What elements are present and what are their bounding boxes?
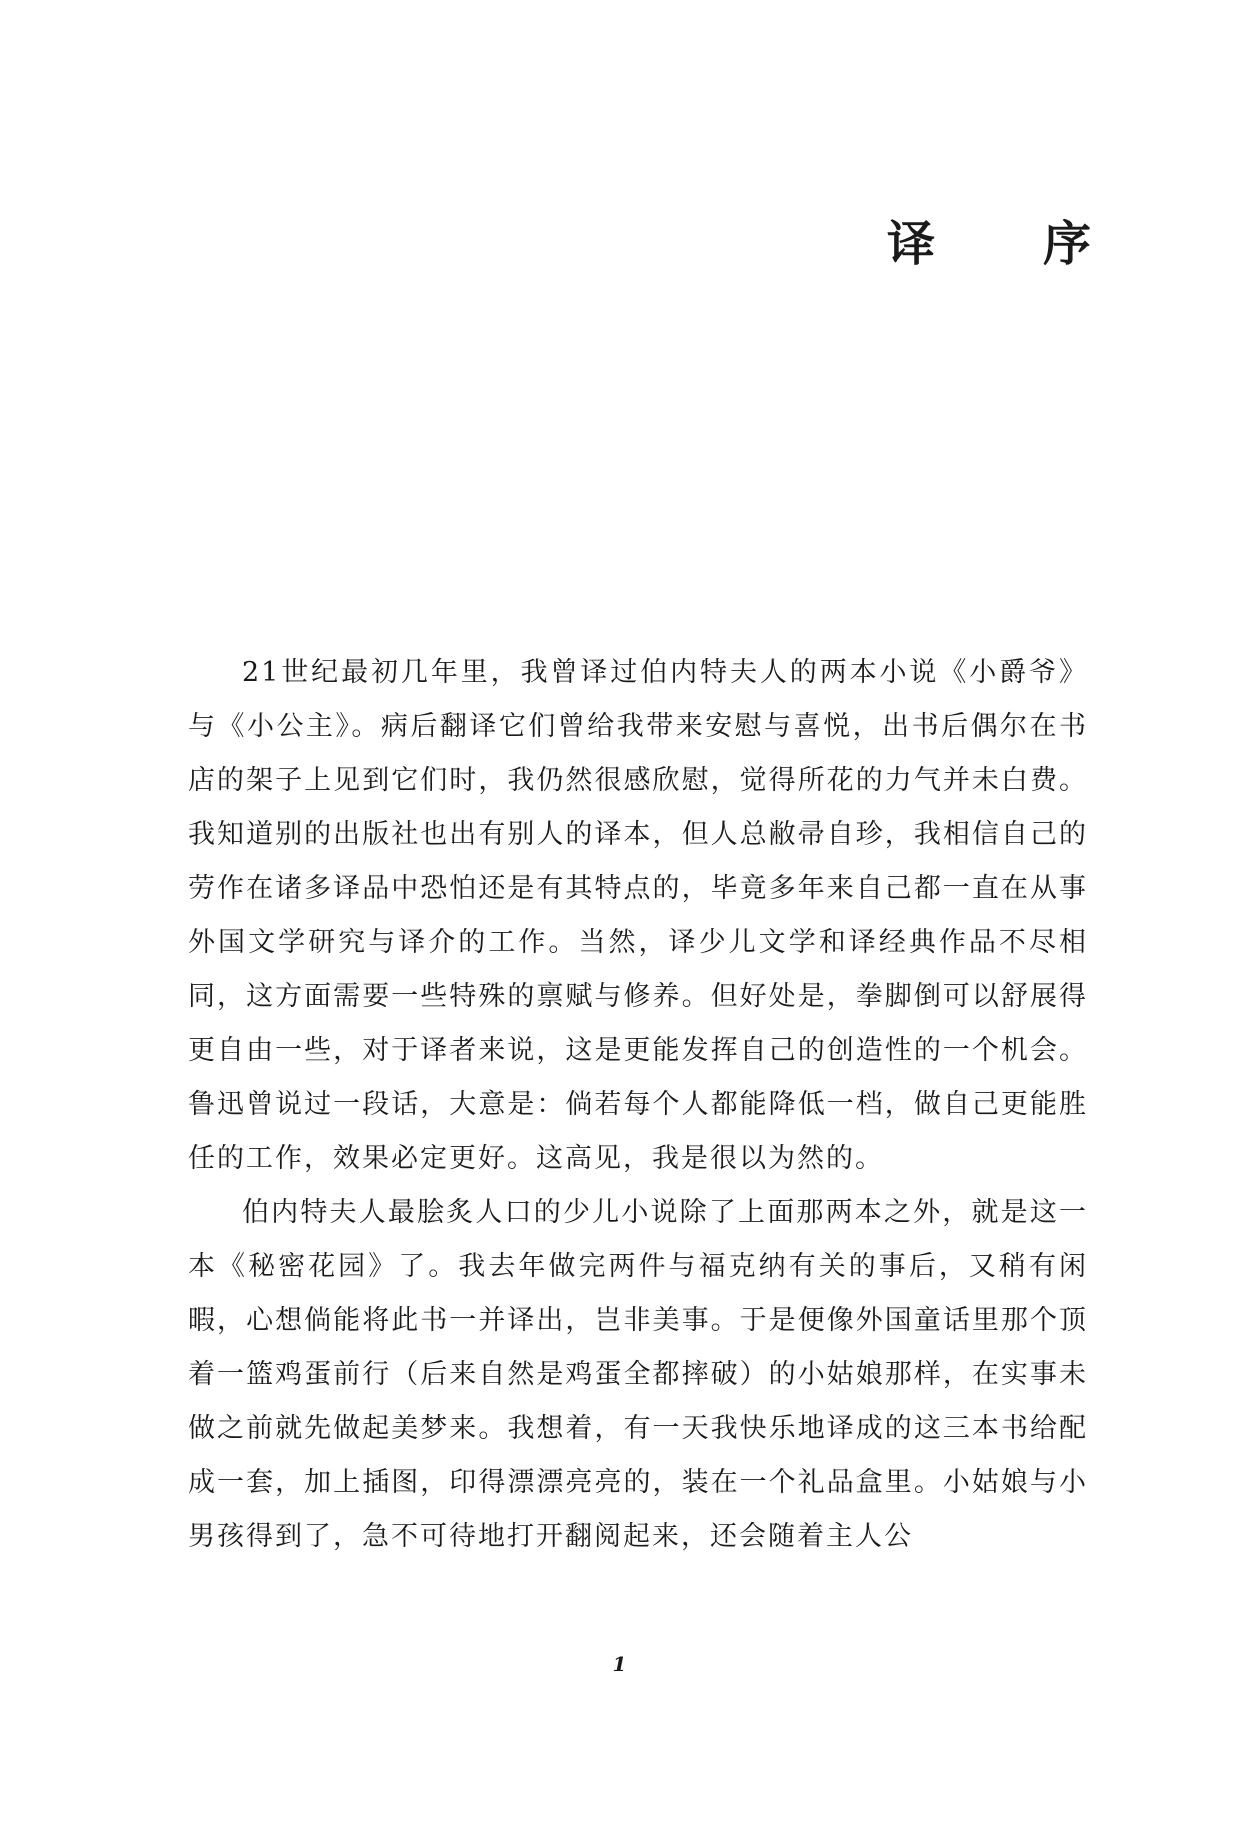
- paragraph-2: 伯内特夫人最脍炙人口的少儿小说除了上面那两本之外，就是这一本《秘密花园》了。我去年做完两件与福克纳有关的事后，又稍有闲暇，心想倘能将此书一并译出，岂非美事。于是便像外国童话里那个顶着一篮鸡蛋前行（后来自然是鸡蛋全都摔破）的小姑娘那样，在实事未做之前就先做起美梦来。我想着，有一天我快乐地译成的这三本书给配成一套，加上插图，印得漂漂亮亮的，装在一个礼品盒里。小姑娘与小男孩得到了，急不可待地打开翻阅起来，还会随着主人公: [188, 1197, 1088, 1552]
- paragraph-1: 21世纪最初几年里，我曾译过伯内特夫人的两本小说《小爵爷》与《小公主》。病后翻译它们曾给我带来安慰与喜悦，出书后偶尔在书店的架子上见到它们时，我仍然很感欣慰，觉得所花的力气并未白费。我知道别的出版社也出有别人的译本，但人总敝帚自珍，我相信自己的劳作在诸多译品中恐怕还是有其特点的，毕竟多年来自己都一直在从事外国文学研究与译介的工作。当然，译少儿文学和译经典作品不尽相同，这方面需要一些特殊的禀赋与修养。但好处是，拳脚倒可以舒展得更自由一些，对于译者来说，这是更能发挥自己的创造性的一个机会。鲁迅曾说过一段话，大意是：倘若每个人都能降低一档，做自己更能胜任的工作，效果必定更好。这高见，我是很以为然的。: [188, 657, 1088, 1174]
- body-text: [188, 646, 1088, 1564]
- page-number: 1: [612, 1652, 627, 1676]
- chapter-title: 译 序: [886, 216, 1121, 272]
